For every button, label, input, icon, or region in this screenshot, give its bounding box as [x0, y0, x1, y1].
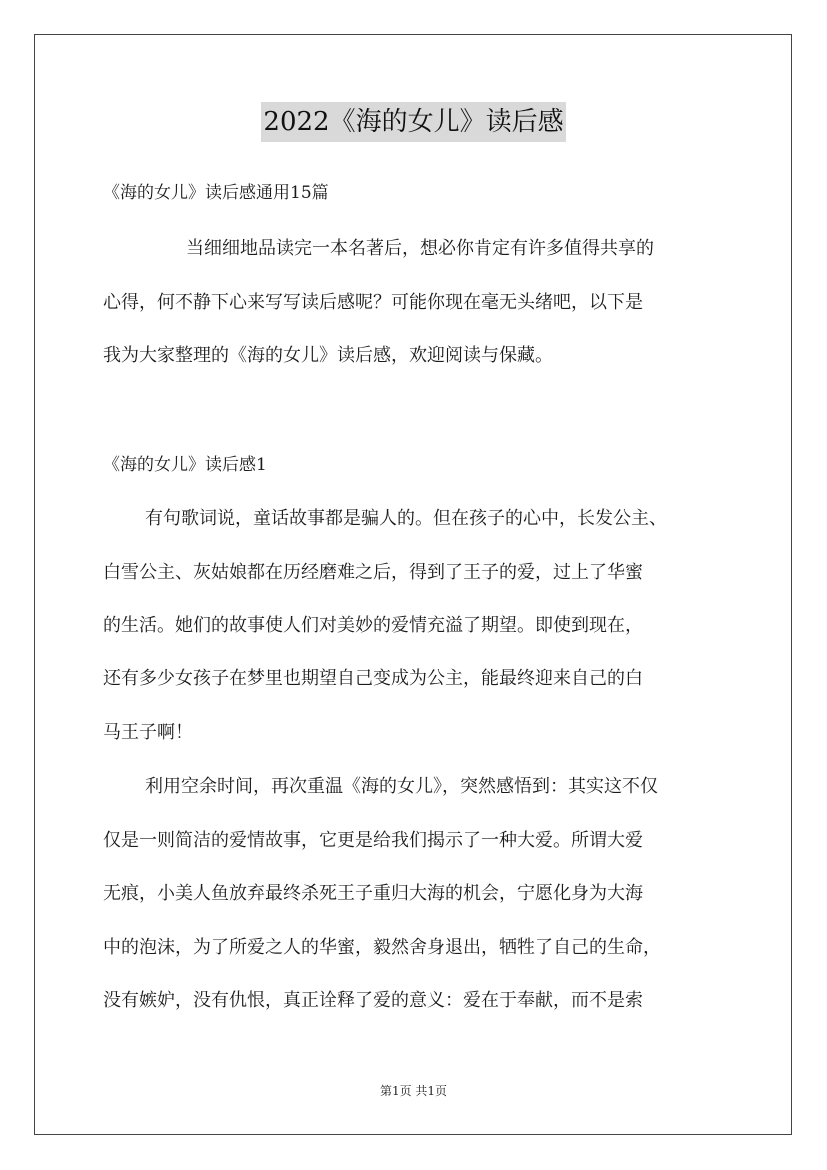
document-title-text: 2022《海的女儿》读后感 — [261, 102, 565, 142]
intro-line-3: 我为大家整理的《海的女儿》读后感，欢迎阅读与保藏。 — [103, 345, 553, 366]
paragraph1-line-2: 白雪公主、灰姑娘都在历经磨难之后，得到了王子的爱，过上了华蜜 — [103, 562, 643, 583]
paragraph1-line-4: 还有多少女孩子在梦里也期望自己变成为公主，能最终迎来自己的白 — [103, 668, 643, 689]
paragraph2-line-1: 利用空余时间，再次重温《海的女儿》，突然感悟到：其实这不仅 — [145, 776, 658, 797]
document-title — [0, 100, 827, 142]
paragraph2-line-3: 无痕，小美人鱼放弃最终杀死王子重归大海的机会，宁愿化身为大海 — [103, 883, 643, 904]
paragraph1-line-3: 的生活。她们的故事使人们对美妙的爱情充溢了期望。即使到现在， — [103, 615, 643, 636]
paragraph2-line-5: 没有嫉妒，没有仇恨，真正诠释了爱的意义：爱在于奉献，而不是索 — [103, 990, 643, 1011]
page-footer — [0, 1083, 827, 1099]
paragraph2-line-2: 仅是一则简洁的爱情故事，它更是给我们揭示了一种大爱。所谓大爱 — [103, 830, 643, 851]
section-heading: 《海的女儿》读后感1 — [103, 455, 267, 475]
document-subtitle: 《海的女儿》读后感通用15篇 — [103, 183, 329, 203]
paragraph2-line-4: 中的泡沫，为了所爱之人的华蜜，毅然舍身退出，牺牲了自己的生命， — [103, 937, 661, 958]
intro-line-1: 当细细地品读完一本名著后，想必你肯定有许多值得共享的 — [186, 238, 654, 259]
page-number-label: 第1页 共1页 — [379, 1084, 448, 1098]
paragraph1-line-5: 马王子啊！ — [103, 722, 193, 743]
intro-line-2: 心得，何不静下心来写写读后感呢？可能你现在毫无头绪吧，以下是 — [103, 292, 643, 313]
paragraph1-line-1: 有句歌词说，童话故事都是骗人的。但在孩子的心中，长发公主、 — [145, 508, 667, 529]
